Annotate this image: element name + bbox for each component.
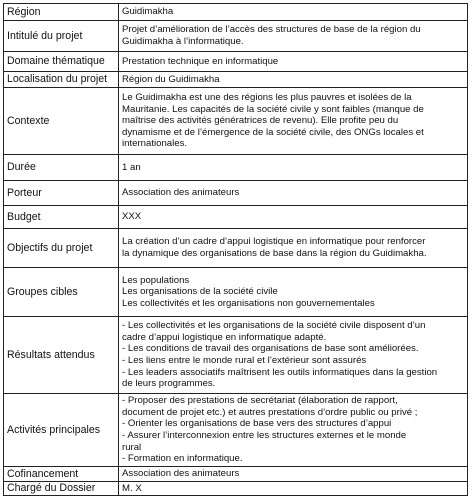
row-label: Résultats attendus — [4, 317, 119, 394]
value-line: Les organisations de la société civile — [122, 286, 278, 298]
row-label: Contexte — [4, 88, 119, 155]
row-label: Activités principales — [4, 394, 119, 467]
value-line: Guidimakha à l’informatique. — [122, 36, 244, 47]
row-label: Localisation du projet — [4, 72, 119, 88]
value-line: - Les liens entre le monde rural et l’extérieur sont assurés — [122, 355, 367, 366]
row-label: Intitulé du projet — [4, 21, 119, 52]
value-line: XXX — [122, 211, 142, 223]
row-value — [119, 181, 468, 206]
row-label: Groupes cibles — [4, 268, 119, 317]
row-value — [119, 317, 468, 394]
value-line: document de projet etc.) et autres prestations d’ordre public ou privé ; — [122, 406, 418, 418]
row-target-groups — [4, 268, 468, 317]
row-label: Objectifs du projet — [4, 229, 119, 268]
value-line: - Les collectivités et les organisations de la société civile disposent d’un — [122, 320, 426, 332]
row-value — [119, 482, 468, 496]
value-line: - Les conditions de travail des organisations de base sont améliorées. — [122, 343, 419, 355]
row-value — [119, 155, 468, 181]
row-main-activities — [4, 394, 468, 467]
row-label: Région — [4, 4, 119, 21]
value-line: Le Guidimakha est une des régions les plus pauvres et isolées de la — [122, 92, 412, 104]
row-carrier — [4, 181, 468, 206]
value-line: M. X — [122, 482, 142, 494]
value-line: rural — [122, 441, 142, 453]
value-line: - Orienter les organisations de base vers des structures d’appui — [122, 418, 392, 430]
row-value — [119, 72, 468, 88]
value-line: - Proposer des prestations de secrétariat (élaboration de rapport, — [122, 395, 398, 407]
value-line: Guidimakha — [122, 6, 174, 18]
row-value — [119, 52, 468, 72]
row-value — [119, 268, 468, 317]
row-value — [119, 206, 468, 229]
row-label: Cofinancement — [4, 467, 119, 482]
value-line: 1 an — [122, 161, 141, 173]
row-expected-results — [4, 317, 468, 394]
row-value — [119, 229, 468, 268]
project-table — [3, 3, 468, 496]
value-line: Projet d’amélioration de l’accès des structures de base de la région du — [122, 24, 421, 36]
row-location — [4, 72, 468, 88]
row-duration — [4, 155, 468, 181]
row-value — [119, 467, 468, 482]
row-label: Domaine thématique — [4, 52, 119, 72]
value-line: dynamisme et de l’émergence de la société civile, des ONGs locales et — [122, 126, 424, 138]
project-table-body — [4, 4, 468, 496]
value-line: La création d’un cadre d’appui logistique en informatique pour renforcer — [122, 236, 426, 248]
value-line: - Les leaders associatifs maîtrisent les outils informatiques dans la gestion — [122, 366, 438, 378]
value-line: la dynamique des organisations de base dans la région du Guidimakha. — [122, 248, 427, 259]
row-value — [119, 4, 468, 21]
row-label: Budget — [4, 206, 119, 229]
row-file-officer — [4, 482, 468, 496]
value-line: Région du Guidimakha — [122, 73, 220, 85]
value-line: de leurs programmes. — [122, 378, 216, 390]
value-line: internationales. — [122, 138, 188, 150]
row-thematic-domain — [4, 52, 468, 72]
value-line: cadre d’appui logistique en informatique adapté. — [122, 331, 327, 343]
row-budget — [4, 206, 468, 229]
value-line: Les collectivités et les organisations non gouvernementales — [122, 297, 375, 309]
row-region — [4, 4, 468, 21]
value-line: Les populations — [122, 274, 190, 286]
row-value — [119, 88, 468, 155]
value-line: Prestation technique en informatique — [122, 55, 279, 67]
row-label: Porteur — [4, 181, 119, 206]
row-objectives — [4, 229, 468, 268]
value-line: Association des animateurs — [122, 187, 240, 199]
value-line: Association des animateurs — [122, 468, 240, 480]
row-value — [119, 21, 468, 52]
value-line: Mauritanie. Les capacités de la société civile y sont faibles (manque de — [122, 103, 424, 115]
row-label: Chargé du Dossier — [4, 482, 119, 496]
row-label: Durée — [4, 155, 119, 181]
row-value — [119, 394, 468, 467]
value-line: - Formation en informatique. — [122, 453, 243, 465]
value-line: maîtrise des activités génératrices de revenu). Elle profite peu du — [122, 115, 399, 127]
row-context — [4, 88, 468, 155]
row-cofinancing — [4, 467, 468, 482]
value-line: - Assurer l’interconnexion entre les structures externes et le monde — [122, 430, 407, 441]
row-project-title — [4, 21, 468, 52]
